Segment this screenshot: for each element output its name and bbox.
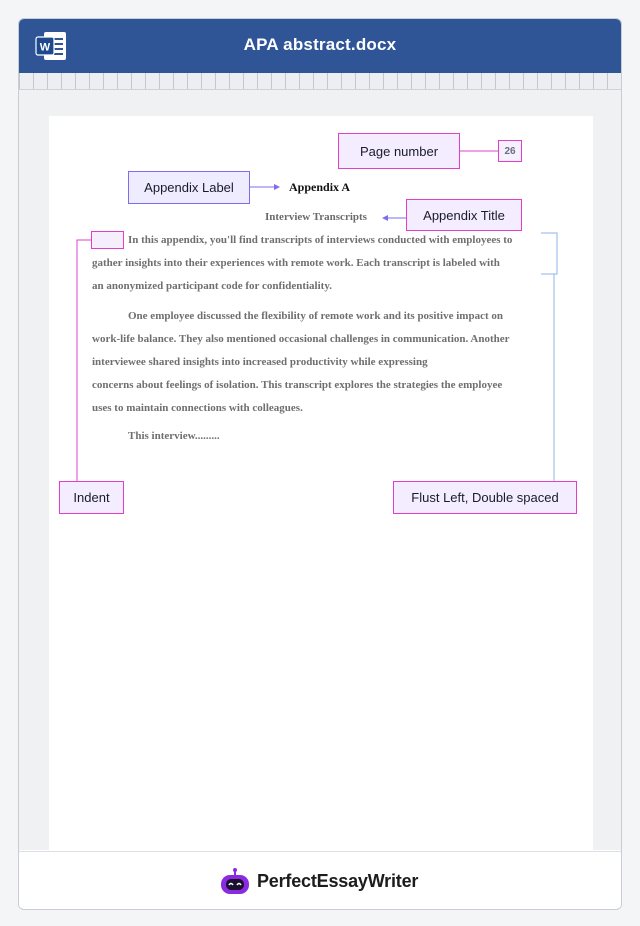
- paragraph-line: One employee discussed the flexibility of remote work and its positive impact on: [128, 310, 503, 322]
- svg-text:W: W: [39, 41, 51, 54]
- paragraph-line: This interview.........: [128, 430, 220, 442]
- robot-icon: [219, 866, 251, 896]
- document-window: [18, 18, 622, 910]
- appendix-title-callout: Appendix Title: [406, 199, 522, 231]
- paragraph-3: [92, 425, 552, 448]
- paragraph-1: [92, 229, 552, 298]
- footer: [19, 851, 621, 910]
- appendix-label-callout: Appendix Label: [128, 171, 250, 204]
- page-number-callout: Page number: [338, 133, 460, 169]
- paragraph-line: work-life balance. They also mentioned occasional challenges in communication. Another: [92, 333, 510, 345]
- document-canvas: [19, 90, 621, 850]
- indent-marker: [91, 231, 124, 249]
- window-title: APA abstract.docx: [243, 35, 397, 54]
- brand-name: PerfectEssayWriter: [257, 870, 419, 891]
- indent-callout: Indent: [59, 481, 124, 514]
- paragraph-line: uses to maintain connections with colleagues.: [92, 402, 303, 414]
- paragraph-line: gather insights into their experiences with remote work. Each transcript is labeled with: [92, 257, 500, 269]
- paragraph-2: [92, 305, 552, 420]
- appendix-label: Appendix A: [289, 180, 351, 194]
- title-bar: [19, 19, 621, 73]
- brand-logo: [219, 866, 418, 896]
- flush-left-callout: Flust Left, Double spaced: [393, 481, 577, 514]
- paragraph-line: an anonymized participant code for confidentiality.: [92, 280, 332, 292]
- paragraph-line: concerns about feelings of isolation. This transcript explores the strategies the employee: [92, 379, 503, 391]
- paragraph-line: interviewee shared insights into increased productivity while expressing: [92, 356, 428, 368]
- appendix-title: Interview Transcripts: [265, 211, 367, 223]
- paragraph-line: In this appendix, you'll find transcripts of interviews conducted with employees to: [128, 234, 513, 246]
- ruler: [19, 73, 621, 90]
- page-number: 26: [498, 140, 522, 162]
